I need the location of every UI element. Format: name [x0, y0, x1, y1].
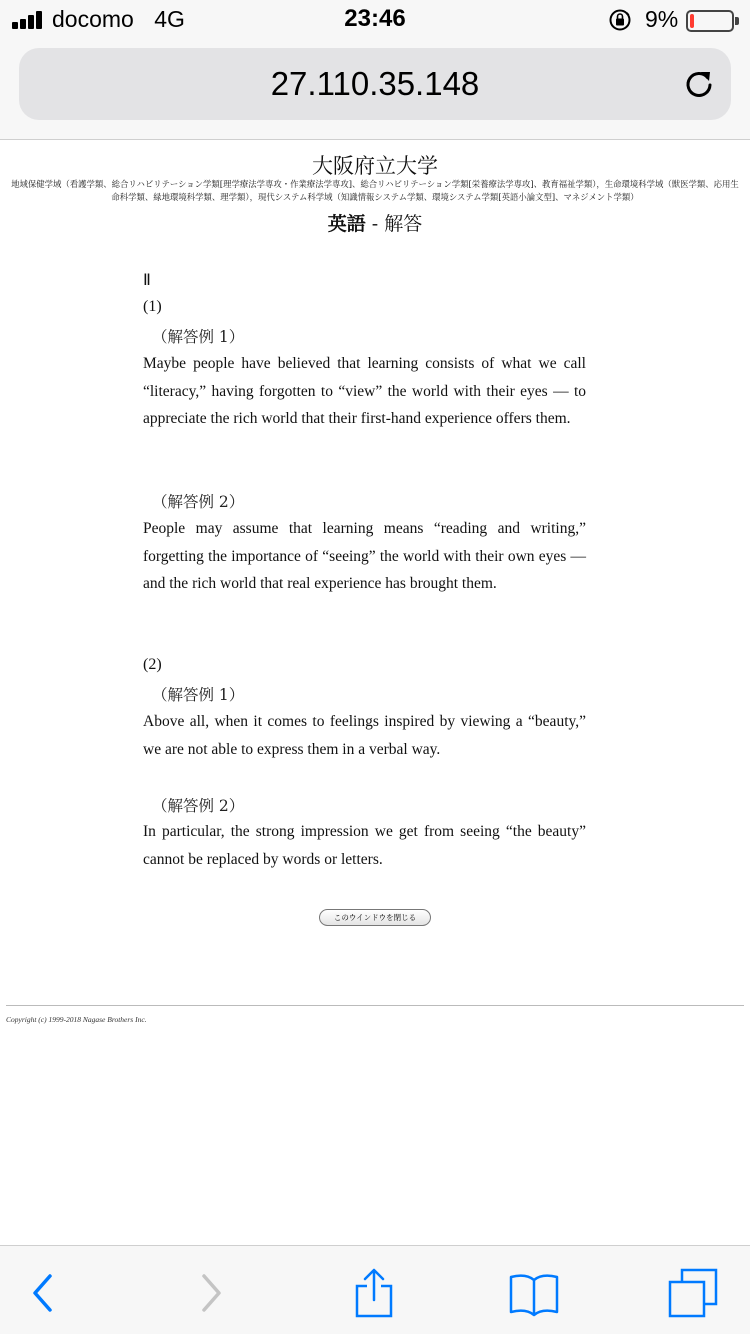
battery-level	[690, 14, 694, 28]
network-type: 4G	[154, 6, 185, 32]
carrier-name: docomo	[52, 6, 134, 32]
question-2-label: (2)	[143, 656, 162, 673]
q2-example-1-text: Above all, when it comes to feelings inspired by viewing a “beauty,” we are not able to express them in a verbal way.	[143, 713, 586, 758]
university-title: 大阪府立大学	[312, 154, 438, 178]
q1-example-1-text: Maybe people have believed that learning consists of what we call “literacy,” having forgotten to “view” the world with their eyes ― to appreciate the rich world that their first-hand experience offers them.	[143, 355, 586, 427]
q2-example-2-text: In particular, the strong impression we get from seeing “the beauty” cannot be replaced by words or letters.	[143, 823, 586, 868]
q1-example-1-label: （解答例 1）	[152, 328, 245, 346]
close-window-button[interactable]: このウインドウを閉じる	[319, 909, 431, 926]
q2-example-1-label: （解答例 1）	[152, 686, 245, 704]
address-bar-area	[0, 40, 750, 140]
faculty-line-2: 命科学類、緑地環境科学類、理学類），現代システム科学域（知識情報システム学類、環境システム学類[英語小論文型]、マネジメント学類）	[111, 192, 639, 202]
chevron-right-icon[interactable]	[186, 1268, 236, 1318]
battery-icon	[686, 10, 734, 32]
rotation-lock-icon	[608, 8, 632, 32]
book-icon[interactable]	[509, 1268, 559, 1318]
status-time: 23:46	[344, 5, 406, 32]
battery-tip	[735, 17, 739, 25]
faculty-list	[0, 178, 750, 204]
copyright: Copyright (c) 1999-2018 Nagase Brothers Inc.	[6, 1015, 147, 1024]
url-text[interactable]: 27.110.35.148	[270, 65, 480, 102]
faculty-line-1: 地域保健学域（看護学類、総合リハビリテーション学類[理学療法学専攻・作業療法学専攻]、総合リハビリテーション学類[栄養療法学専攻]、教育福祉学類），生命環境科学域（獣医学類、応用生	[11, 179, 739, 189]
q1-example-2-label: （解答例 2）	[152, 493, 245, 511]
question-1-label: (1)	[143, 298, 162, 315]
address-bar[interactable]	[19, 48, 731, 120]
subject-heading	[0, 209, 750, 236]
chevron-left-icon[interactable]	[18, 1268, 68, 1318]
reload-icon[interactable]	[681, 66, 717, 102]
section-number: Ⅱ	[143, 272, 151, 289]
divider	[6, 1005, 744, 1006]
subject-suffix: - 解答	[365, 213, 423, 235]
q2-example-2-label: （解答例 2）	[152, 797, 245, 815]
status-bar	[0, 0, 750, 40]
battery-percent: 9%	[645, 6, 679, 32]
subject-name: 英語	[327, 213, 366, 235]
tabs-icon[interactable]	[668, 1268, 718, 1318]
browser-toolbar	[0, 1245, 750, 1334]
share-icon[interactable]	[349, 1268, 399, 1318]
q1-example-2-text: People may assume that learning means “reading and writing,” forgetting the importance of “seeing” the world with their own eyes ― and the rich world that real experience has brought them.	[143, 520, 586, 592]
